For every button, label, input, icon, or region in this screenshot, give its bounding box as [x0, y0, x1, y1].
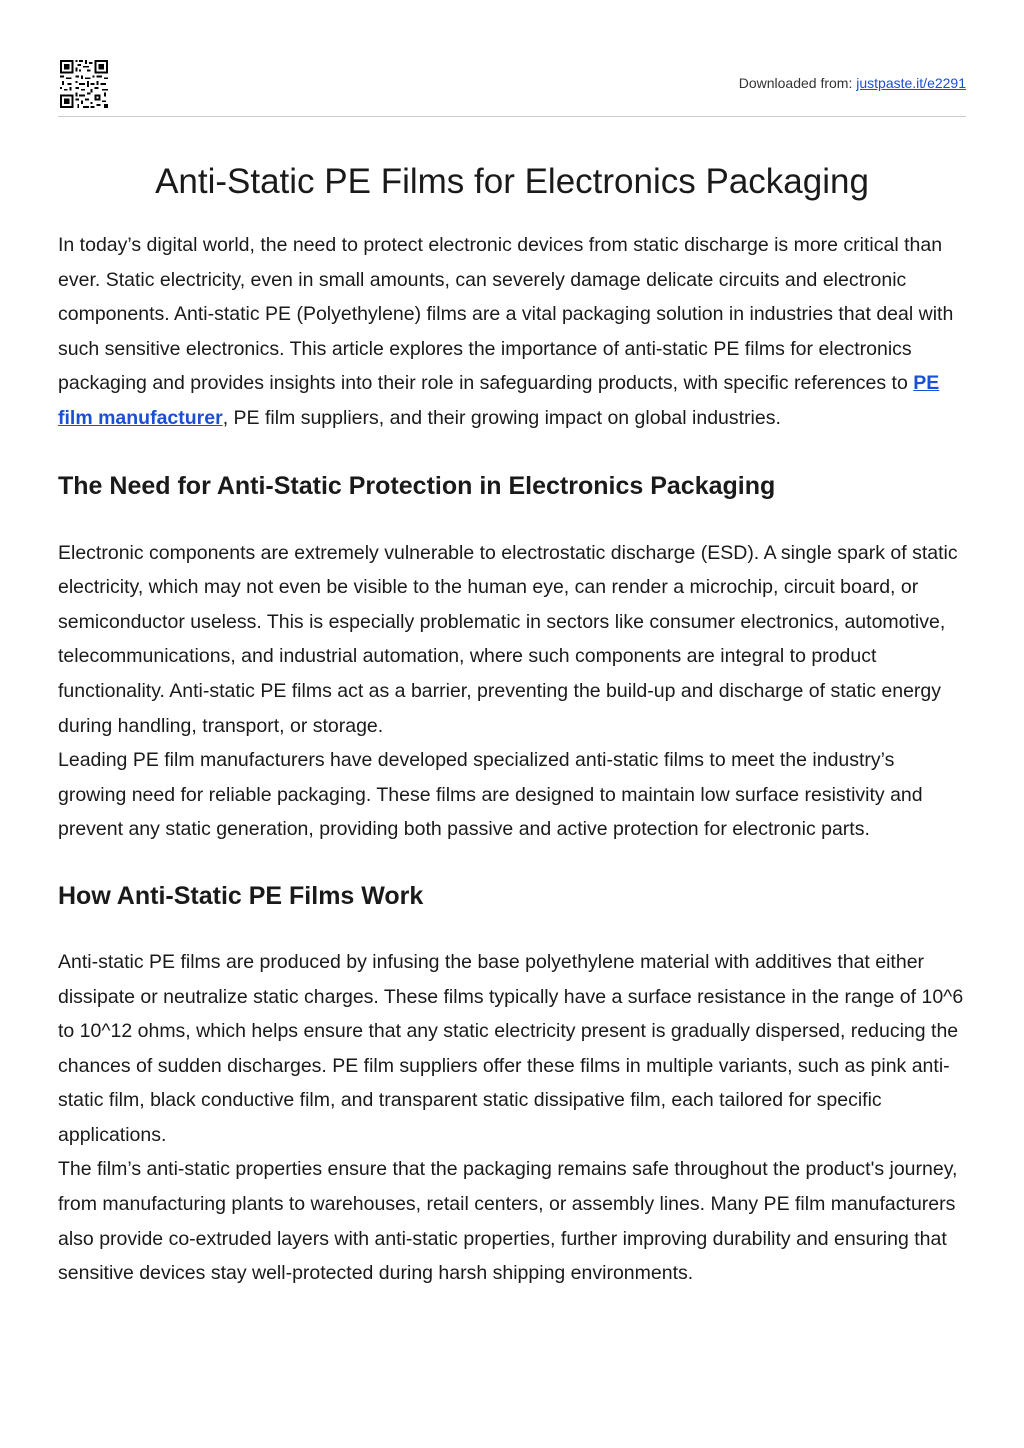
download-source-label: Downloaded from: — [738, 75, 857, 91]
section-how-films-work-body — [58, 945, 968, 1291]
qr-code-icon — [60, 60, 108, 108]
intro-text-before-link: In today’s digital world, the need to protect electronic devices from static discharge is more critical than ever. Static electricity, even in small amounts, can severely damage delicate circuits and electronic components. Anti-static PE (Polyethylene) films are a vital packaging solution in industries that deal with such sensitive electronics. This article explores the importance of anti-static PE films for electronics packaging and provides insights into their role in safeguarding products, with specific references to — [58, 234, 954, 395]
page-title: Anti-Static PE Films for Electronics Packaging — [155, 162, 869, 201]
section-how-films-work-paragraph-2: The film’s anti-static properties ensure that the packaging remains safe throughout the product's journey, from manufacturing plants to warehouses, retail centers, or assembly lines. Many PE film manufacturers also provide co-extruded layers with anti-static properties, further improving durability and ensuring that sensitive devices stay well-protected during harsh shipping environments. — [58, 1158, 958, 1285]
section-heading-anti-static-need: The Need for Anti-Static Protection in Electronics Packaging — [58, 471, 776, 500]
article-body — [58, 228, 968, 1291]
download-source — [739, 75, 966, 91]
pe-film-manufacturer-link[interactable]: PE film manufacturer — [58, 372, 940, 429]
section-how-films-work-paragraph: Anti-static PE films are produced by infusing the base polyethylene material with additives that either dissipate or neutralize static charges. These films typically have a surface resistance in the range of 10^6 to 10^12 ohms, which helps ensure that any static electricity present is gradually dispersed, reducing the chances of sudden discharges. PE film suppliers offer these films in multiple variants, such as pink anti-static film, black conductive film, and transparent static dissipative film, each tailored for specific applications. — [58, 950, 964, 1146]
intro-text-after-link: , PE film suppliers, and their growing impact on global industries. — [222, 406, 781, 429]
section-anti-static-need-body — [58, 536, 968, 847]
section-anti-static-need-paragraph: Electronic components are extremely vulnerable to electrostatic discharge (ESD). A single spark of static electricity, which may not even be visible to the human eye, can render a microchip, circuit board, or semiconductor useless. This is especially problematic in sectors like consumer electronics, automotive, telecommunications, and industrial automation, where such components are integral to product functionality. Anti-static PE films act as a barrier, preventing the build-up and discharge of static energy during handling, transport, or storage. — [58, 541, 958, 737]
page-header — [58, 58, 966, 117]
section-anti-static-need-paragraph-2: Leading PE film manufacturers have developed specialized anti-static films to meet the industry’s growing need for reliable packaging. These films are designed to maintain low surface resistivity and prevent any static generation, providing both passive and active protection for electronic parts. — [58, 749, 923, 841]
source-link[interactable]: justpaste.it/e2291 — [856, 75, 966, 91]
intro-paragraph — [58, 228, 968, 436]
section-heading-how-films-work: How Anti-Static PE Films Work — [58, 881, 424, 910]
